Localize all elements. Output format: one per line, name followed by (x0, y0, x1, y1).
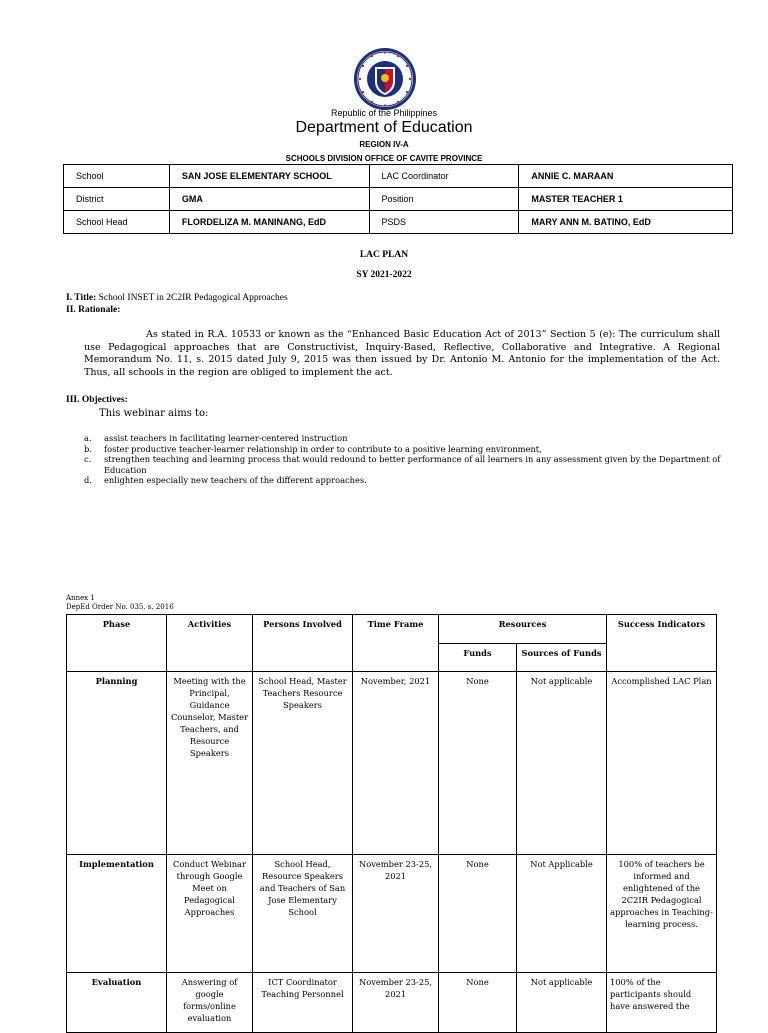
phase-cell: Implementation (67, 855, 167, 973)
objective-text: foster productive teacher-learner relationship in order to contribute to a positive learning environment, (104, 443, 542, 454)
division-line: SCHOOLS DIVISION OFFICE OF CAVITE PROVINCE (285, 154, 483, 163)
annex-label: Annex 1 (66, 594, 95, 602)
republic-line: Republic of the Philippines (330, 108, 438, 118)
title-text: School INSET in 2C2IR Pedagogical Approaches (98, 293, 288, 303)
header-resources: Resources (439, 615, 607, 644)
persons-cell: School Head, Resource Speakers and Teachers of San Jose Elementary School (253, 855, 353, 973)
info-value: FLORDELIZA M. MANINANG, EdD (169, 211, 369, 234)
rationale-paragraph: As stated in R.A. 10533 or known as the “Enhanced Basic Education Act of 2013” Section 5 (e): The curriculum shall use Pedagogical approaches that are Constructivist, Inquiry-Based, Reflective, Collaborative and Integrative. A Regional Memorandum No. 11, s. 2015 dated July 9, 2015 was then issued by Dr. Antonio M. Antonio for the implementation of the Act. Thus, all schools in the region are obliged to implement the act. (84, 329, 720, 378)
info-value: GMA (169, 188, 369, 211)
rationale-label: II. Rationale: (66, 305, 121, 315)
objective-text: strengthen teaching and learning process that would redound to better performance of all learners in any assessment given by the Department of Education (104, 454, 721, 475)
header-persons: Persons Involved (253, 615, 353, 672)
persons-cell: School Head, Master Teachers Resource Speakers (253, 672, 353, 855)
phase-cell: Evaluation (67, 973, 167, 1033)
info-label: School Head (64, 211, 170, 234)
funds-cell: None (439, 855, 517, 973)
time-cell: November 23-25, 2021 (353, 973, 439, 1033)
school-info-table (63, 164, 733, 234)
objective-text: assist teachers in facilitating learner-centered instruction (104, 433, 348, 443)
funds-cell: None (439, 672, 517, 855)
info-value: ANNIE C. MARAAN (519, 165, 733, 188)
table-row (67, 672, 717, 855)
objectives-intro: This webinar aims to: (99, 408, 209, 419)
list-item (84, 443, 738, 455)
department-title: Department of Education (295, 119, 473, 136)
list-marker: a. (84, 433, 92, 443)
info-value: MASTER TEACHER 1 (519, 188, 733, 211)
objectives-list (84, 433, 738, 486)
lac-plan-table (66, 614, 717, 1033)
rationale-heading (66, 305, 120, 315)
list-item (84, 454, 738, 475)
info-label: PSDS (369, 211, 519, 234)
plan-title: LAC PLAN (359, 250, 409, 260)
header-sources: Sources of Funds (517, 644, 607, 672)
info-label: School (64, 165, 170, 188)
objective-text: enlighten especially new teachers of the different approaches. (104, 475, 367, 485)
region-line: REGION IV-A (359, 140, 409, 149)
header-success: Success Indicators (607, 615, 717, 672)
info-row-district (64, 188, 733, 211)
list-marker: c. (84, 454, 92, 464)
sources-cell: Not applicable (517, 973, 607, 1033)
list-marker: b. (84, 443, 92, 454)
phase-cell: Planning (67, 672, 167, 855)
info-value: MARY ANN M. BATINO, EdD (519, 211, 733, 234)
deped-seal-logo (353, 47, 417, 111)
list-marker: d. (84, 475, 92, 485)
sources-cell: Not applicable (517, 672, 607, 855)
header-funds: Funds (439, 644, 517, 672)
header-phase: Phase (67, 615, 167, 672)
info-label: Position (369, 188, 519, 211)
table-header-row (67, 615, 717, 644)
objectives-heading (66, 395, 128, 405)
time-cell: November 23-25, 2021 (353, 855, 439, 973)
funds-cell: None (439, 973, 517, 1033)
persons-cell: ICT Coordinator Teaching Personnel (253, 973, 353, 1033)
success-cell: Accomplished LAC Plan (607, 672, 717, 855)
success-cell: 100% of teachers be informed and enlightened of the 2C2IR Pedagogical approaches in Teaching-learning process. (607, 855, 717, 973)
info-label: LAC Coordinator (369, 165, 519, 188)
info-value: SAN JOSE ELEMENTARY SCHOOL (169, 165, 369, 188)
table-row (67, 855, 717, 973)
activities-cell: Answering of google forms/online evaluation (167, 973, 253, 1033)
activities-cell: Conduct Webinar through Google Meet on Pedagogical Approaches (167, 855, 253, 973)
deped-order-label: DepEd Order No. 035, s. 2016 (66, 603, 174, 611)
sources-cell: Not Applicable (517, 855, 607, 973)
list-item (84, 475, 738, 486)
header-time: Time Frame (353, 615, 439, 672)
title-label: I. Title: (66, 293, 97, 303)
time-cell: November, 2021 (353, 672, 439, 855)
school-year: SY 2021-2022 (356, 270, 412, 280)
header-activities: Activities (167, 615, 253, 672)
activities-cell: Meeting with the Principal, Guidance Counselor, Master Teachers, and Resource Speakers (167, 672, 253, 855)
success-cell: 100% of the participants should have answered the (607, 973, 717, 1033)
objectives-label: III. Objectives: (66, 395, 128, 405)
info-row-school-head (64, 211, 733, 234)
title-section (66, 293, 288, 303)
info-row-school (64, 165, 733, 188)
list-item (84, 433, 738, 444)
info-label: District (64, 188, 170, 211)
